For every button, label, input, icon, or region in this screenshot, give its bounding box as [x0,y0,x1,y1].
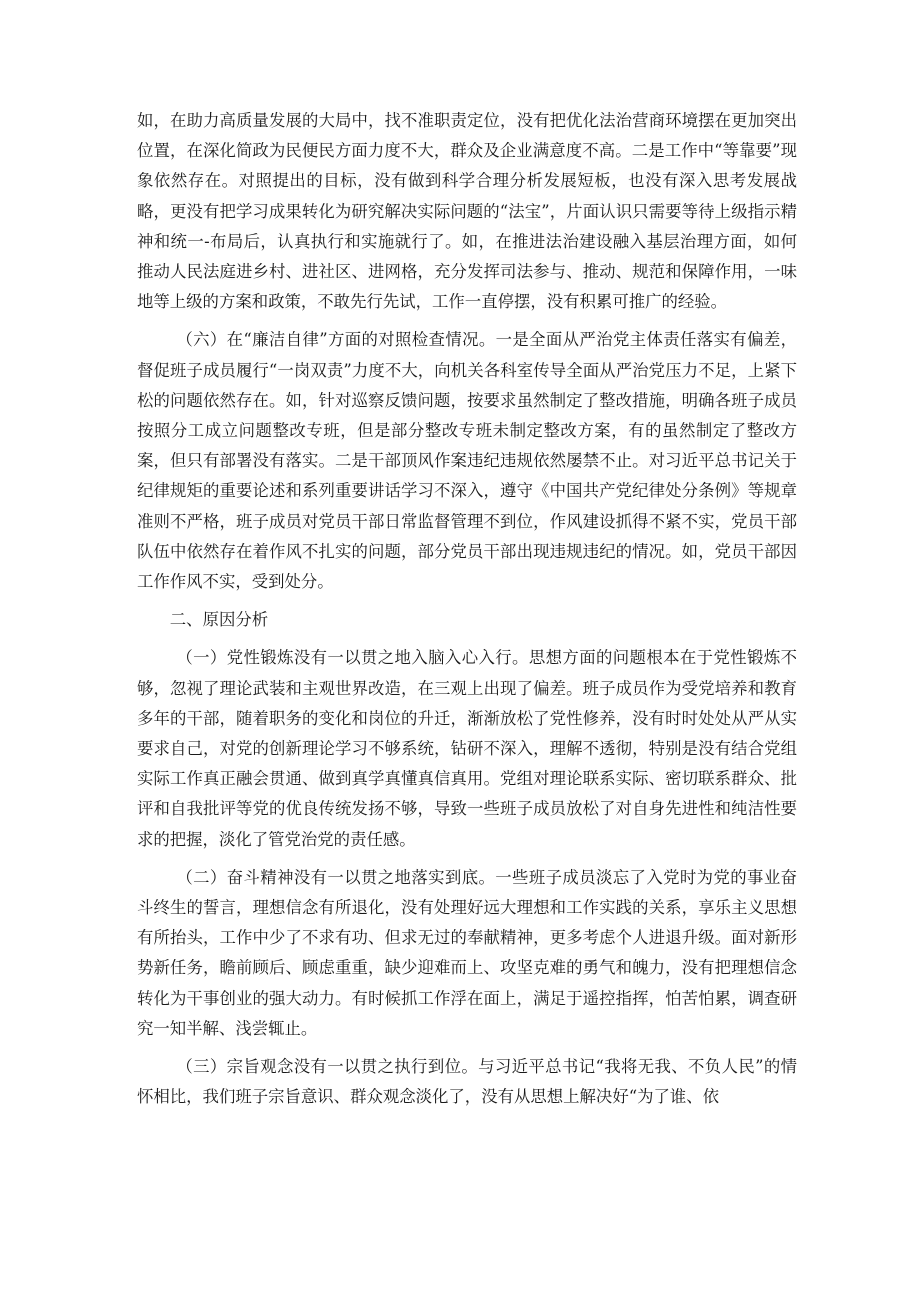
document-page [137,106,797,1121]
section-heading-cause-analysis: 二、原因分析 [169,610,269,630]
paragraph-cause-two: （二）奋斗精神没有一以贯之地落实到底。一些班子成员淡忘了入党时为党的事业奋斗终生的誓言，理想信念有所退化，没有处理好远大理想和工作实践的关系，享乐主义思想有所抬头，工作中少了不求有功、但求无过的奉献精神，更多考虑个人进退升级。面对新形势新任务，瞻前顾后、顾虑重重，缺少迎难而上、攻坚克难的勇气和魄力，没有把理想信念转化为干事创业的强大动力。有时候抓工作浮在面上，满足于遥控指挥，怕苦怕累，调查研究一知半解、浅尝辄止。 [137,867,797,1038]
paragraph-cause-one: （一）党性锻炼没有一以贯之地入脑入心入行。思想方面的问题根本在于党性锻炼不够，忽视了理论武装和主观世界改造，在三观上出现了偏差。班子成员作为受党培养和教育多年的干部，随着职务的变化和岗位的升迁，渐渐放松了党性修养，没有时时处处从严从实要求自己，对党的创新理论学习不够系统，钻研不深入，理解不透彻，特别是没有结合党组实际工作真正融会贯通、做到真学真懂真信真用。党组对理论联系实际、密切联系群众、批评和自我批评等党的优良传统发扬不够，导致一些班子成员放松了对自身先进性和纯洁性要求的把握，淡化了管党治党的责任感。 [137,648,797,849]
paragraph-section-six: （六）在“廉洁自律”方面的对照检查情况。一是全面从严治党主体责任落实有偏差，督促班子成员履行“一岗双责”力度不大，向机关各科室传导全面从严治党压力不足，上紧下松的问题依然存在。如，针对巡察反馈问题，按要求虽然制定了整改措施，明确各班子成员按照分工成立问题整改专班，但是部分整改专班未制定整改方案，有的虽然制定了整改方案，但只有部署没有落实。二是干部顶风作案违纪违规依然屡禁不止。对习近平总书记关于纪律规矩的重要论述和系列重要讲话学习不深入，遵守《中国共产党纪律处分条例》等规章准则不严格，班子成员对党员干部日常监督管理不到位，作风建设抓得不紧不实，党员干部队伍中依然存在着作风不扎实的问题，部分党员干部出现违规违纪的情况。如，党员干部因工作作风不实，受到处分。 [137,330,797,592]
paragraph-cause-three: （三）宗旨观念没有一以贯之执行到位。与习近平总书记“我将无我、不负人民”的情怀相比，我们班子宗旨意识、群众观念淡化了，没有从思想上解决好“为了谁、依 [137,1057,797,1107]
paragraph-continuation: 如，在助力高质量发展的大局中，找不准职责定位，没有把优化法治营商环境摆在更加突出位置，在深化简政为民便民方面力度不大，群众及企业满意度不高。二是工作中“等靠要”现象依然存在。对照提出的目标，没有做到科学合理分析发展短板，也没有深入思考发展战略，更没有把学习成果转化为研究解决实际问题的“法宝”，片面认识只需要等待上级指示精神和统一-布局后，认真执行和实施就行了。如，在推进法治建设融入基层治理方面，如何推动人民法庭进乡村、进社区、进网格，充分发挥司法参与、推动、规范和保障作用，一味地等上级的方案和政策，不敢先行先试，工作一直停摆，没有积累可推广的经验。 [137,111,797,312]
